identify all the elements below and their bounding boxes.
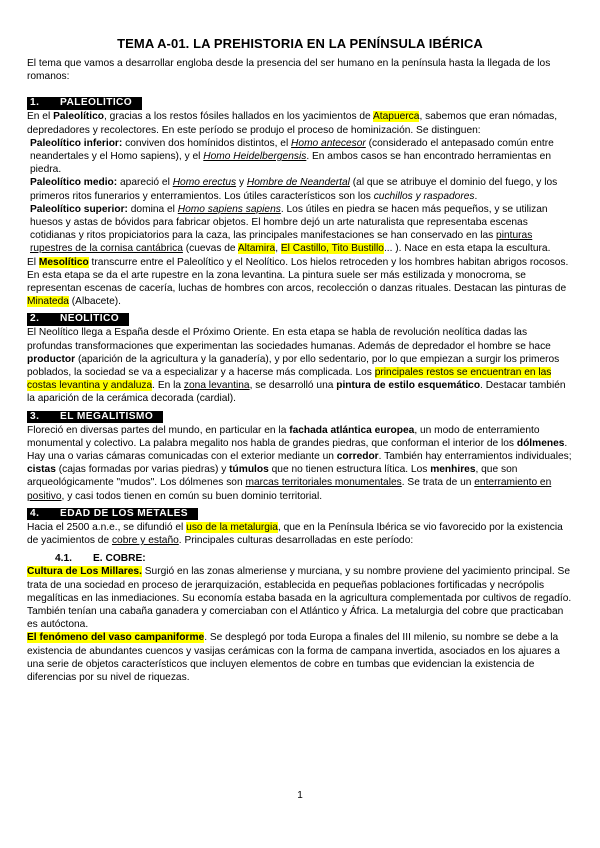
paleolitico-superior-paragraph: Paleolítico superior: domina el Homo sapiens sapiens. Los útiles en piedra se hacen más pequeños, y se utilizan huesos y astas de bóvidos para fabricar objetos. El hombre dejó un arte naturalista que representaba escenas cotidianas y ritos propiciatorios para la caza, las principales manifestaciones se han conservado en las pinturas rupestres de la cornisa cantábrica (cuevas de Altamira, El Castillo, Tito Bustillo... ). Nace en esta etapa la escultura. (30, 203, 551, 255)
section-heading-paleolitico (27, 97, 142, 110)
paleolitico-inferior-paragraph: Paleolítico inferior: conviven dos homínidos distintos, el Homo antecesor (considerado el antepasado común entre neandertales y el Homo sapiens), y el Homo Heidelbergensis. En ambos casos se han encontrado herramientas en piedra. (30, 137, 554, 176)
highlight-altamira: Altamira (237, 243, 276, 255)
highlight-castillo: El Castillo, Tito Bustillo (280, 243, 384, 255)
highlight-campaniforme: El fenómeno del vaso campaniforme (27, 632, 205, 644)
intro-paragraph: El tema que vamos a desarrollar engloba desde la presencia del ser humano en la península hasta la llegada de los romanos: (27, 58, 551, 83)
section-heading-megalitismo (27, 411, 163, 424)
document-title: TEMA A-01. LA PREHISTORIA EN LA PENÍNSULA IBÉRICA (117, 36, 483, 51)
section-title: EDAD DE LOS METALES (60, 507, 188, 519)
highlight-metalurgia: uso de la metalurgia (186, 521, 278, 533)
section-number: 2. (30, 313, 40, 325)
subsection-title: E. COBRE: (93, 553, 146, 565)
document-page (27, 36, 573, 684)
section-number: 3. (30, 410, 40, 422)
paleolitico-medio-paragraph: Paleolítico medio: apareció el Homo erectus y Hombre de Neandertal (al que se atribuye el dominio del fuego, y los primeros ritos funerarios y enterramientos. Los útiles característicos son los cuchillos y raspadores. (30, 177, 558, 202)
section-number: 4. (30, 507, 40, 519)
highlight-atapuerca: Atapuerca (373, 111, 420, 123)
section-title: EL MEGALITISMO (60, 410, 154, 422)
neolitico-paragraph: El Neolítico llega a España desde el Próximo Oriente. En esta etapa se habla de revolución neolítica dadas las profundas transformaciones que experimentan las sociedades humanas. Además de depredador el hombre se hace productor (aparición de la agricultura y la ganadería), y por ello sedentario, por lo que empiezan a surgir los primeros poblados, la sociedad se va a especializar y a hacerse más complicada. Los principales restos se encuentran en las costas levantina y andaluza. En la zona levantina, se desarrolló una pintura de estilo esquemático. Destacar también la aparición de la cerámica decorada (cardial). (27, 327, 566, 405)
millares-paragraph: Cultura de Los Millares. Surgió en las zonas almeriense y murciana, y su nombre proviene del yacimiento principal. Se trata de una sociedad en proceso de jerarquización, establecida en pequeñas poblaciones fortificadas y necrópolis megalíticas en las inmediaciones. Su economía estaba basada en la agricultura complementada por cultivos de regadío. También tenían una cabaña ganadera y comerciaban con el Atlántico y África. La metalurgia del cobre que practicaban es autóctona. (27, 566, 572, 631)
paleolitico-paragraph: En el Paleolítico, gracias a los restos fósiles hallados en los yacimientos de Atapuerca, sabemos que eran nómadas, depredadores y recolectores. En este período se produjo el proceso de hominización. Se distinguen: (27, 111, 558, 136)
page-number: 1 (297, 790, 303, 801)
highlight-costas: principales restos se encuentran en las costas levantina y andaluza (27, 367, 552, 392)
section-number: 1. (30, 97, 40, 109)
section-heading-metales (27, 508, 198, 521)
mesolitico-paragraph: El Mesolítico transcurre entre el Paleolítico y el Neolítico. Los hielos retroceden y los hombres habitan abrigos rocosos. En esta etapa se da el arte rupestre en la zona levantina. La pintura suele ser más estilizada y monocroma, se representan escenas de cacería, luchas de hombres con arcos, recolección o danzas rituales. Destacan las pinturas de Minateda (Albacete). (27, 256, 569, 308)
highlight-minateda: Minateda (27, 296, 69, 308)
megalitismo-paragraph: Floreció en diversas partes del mundo, en particular en la fachada atlántica europea, un modo de enterramiento monumental y colectivo. La palabra megalito nos habla de grandes piedras, que conforman el interior de los dólmenes. Hay una o varias cámaras comunicadas con el exterior mediante un corredor. También hay enterramientos individuales; cistas (cajas formadas por varias piedras) y túmulos que no tienen estructura lítica. Los menhires, que son arqueológicamente "mudos". Los dólmenes son marcas territoriales monumentales. Se trata de un enterramiento en positivo, y casi todos tienen en común su buen dominio territorial. (27, 424, 572, 502)
highlight-millares: Cultura de Los Millares. (27, 566, 142, 578)
section-title: NEOLÍTICO (60, 313, 120, 325)
metales-paragraph: Hacia el 2500 a.n.e., se difundió el uso de la metalurgia, que en la Península Ibérica se vio favorecido por la existencia de yacimientos de cobre y estaño. Principales culturas desarrolladas en este período: (27, 521, 563, 547)
section-heading-neolitico (27, 313, 129, 326)
subsection-heading-cobre (55, 552, 573, 565)
highlight-mesolitico: Mesolítico (38, 256, 89, 268)
campaniforme-paragraph: El fenómeno del vaso campaniforme. Se desplegó por toda Europa a finales del III milenio, su nombre se debe a la existencia de abundantes cuencos y vasijas cerámicas con la forma de campana invertida, asociados en los ajuares a una serie de objetos característicos que incluyen elementos de cobre en tumbas que evidencian la existencia de diferencias por su nivel de riquezas. (27, 632, 560, 683)
subsection-number: 4.1. (55, 553, 72, 565)
section-title: PALEOLÍTICO (60, 97, 133, 109)
